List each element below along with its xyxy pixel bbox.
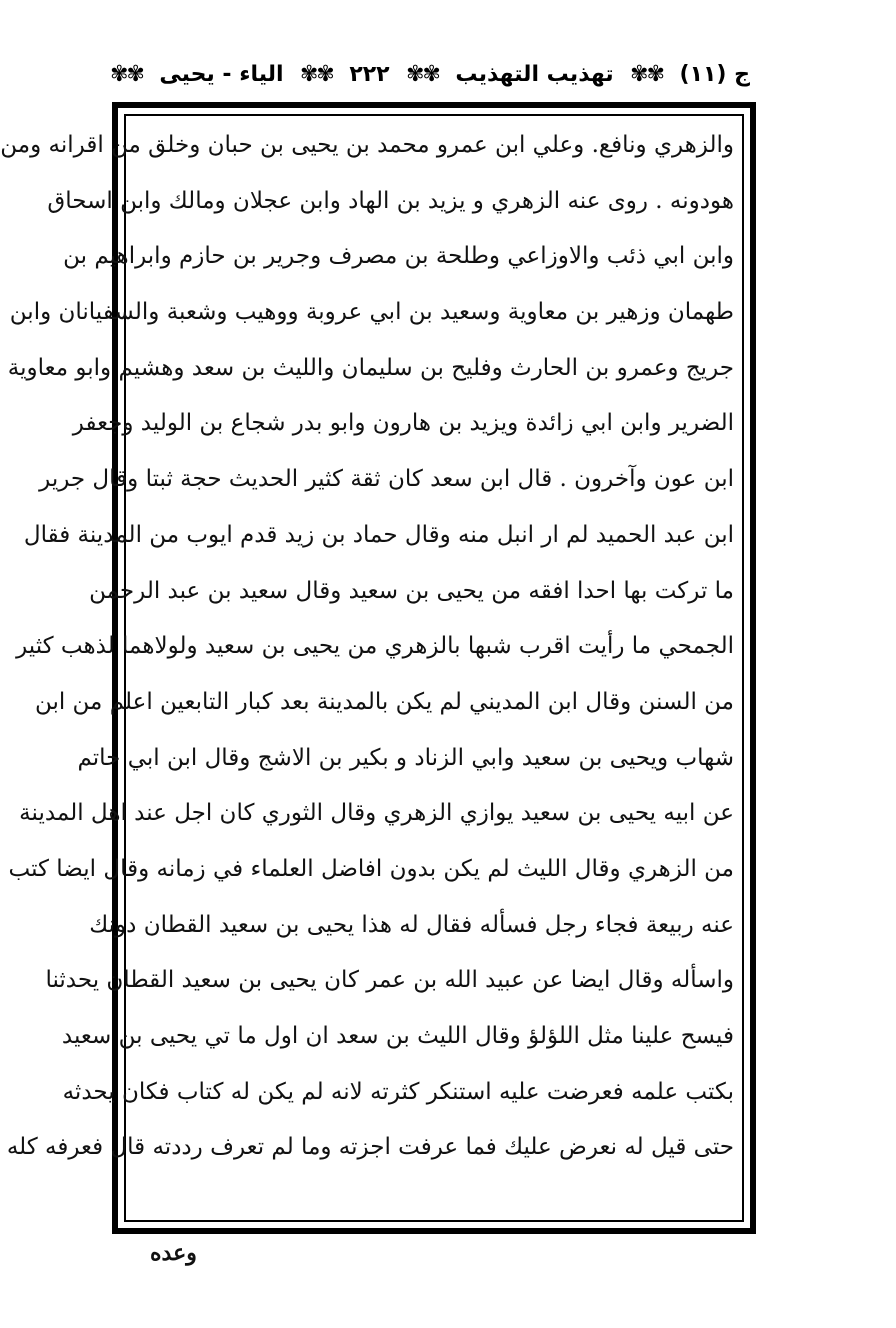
page-header	[110, 52, 750, 96]
text-line: الجمحي ما رأيت اقرب شبها بالزهري من يحيى بن سعيد ولولاهما لذهب كثير	[16, 633, 734, 660]
text-line: عنه ربيعة فجاء رجل فسأله فقال له هذا يحيى بن سعيد القطان دونك	[89, 911, 734, 938]
text-line: الضرير وابن ابي زائدة ويزيد بن هارون وابو بدر شجاع بن الوليد وجعفر	[72, 410, 734, 437]
flower-ornament-icon: ✾✾	[406, 61, 439, 87]
text-line: جريج وعمرو بن الحارث وفليح بن سليمان والليث بن سعد وهشيم وابو معاوية	[7, 354, 734, 381]
text-line: من الزهري وقال الليث لم يكن بدون افاضل العلماء في زمانه وقال ايضا كتب	[8, 855, 734, 882]
catchword: وعده	[150, 1240, 197, 1266]
flower-ornament-icon: ✾✾	[630, 61, 664, 87]
volume-label: ج (١١)	[679, 61, 750, 87]
body-text	[0, 118, 734, 1218]
text-line: ابن عون وآخرون . قال ابن سعد كان ثقة كثير الحديث حجة ثبتا وقال جرير	[39, 466, 734, 493]
text-line: طهمان وزهير بن معاوية وسعيد بن ابي عروبة ووهيب وشعبة والسفيانان وابن	[9, 299, 734, 326]
page-number: ٢٢٢	[349, 61, 390, 87]
text-line: وابن ابي ذئب والاوزاعي وطلحة بن مصرف وجرير بن حازم وابراهيم بن	[63, 243, 734, 270]
flower-ornament-icon: ✾✾	[299, 61, 333, 87]
text-line: ابن عبد الحميد لم ار انبل منه وقال حماد بن زيد قدم ايوب من المدينة فقال	[23, 521, 734, 548]
text-line: من السنن وقال ابن المديني لم يكن بالمدينة بعد كبار التابعين اعلم من ابن	[34, 688, 734, 715]
flower-ornament-icon: ✾✾	[110, 61, 143, 87]
text-line: شهاب ويحيى بن سعيد وابي الزناد و بكير بن الاشج وقال ابن ابي حاتم	[77, 744, 734, 771]
text-line: عن ابيه يحيى بن سعيد يوازي الزهري وقال الثوري كان اجل عند اهل المدينة	[19, 800, 734, 827]
text-line: بكتب علمه فعرضت عليه استنكر كثرته لانه لم يكن له كتاب فكان يحدثه	[62, 1078, 734, 1105]
text-line: واسأله وقال ايضا عن عبيد الله بن عمر كان يحيى بن سعيد القطان يحدثنا	[45, 967, 734, 994]
book-title: تهذيب التهذيب	[455, 61, 614, 87]
text-line: هودونه . روى عنه الزهري و يزيد بن الهاد وابن عجلان ومالك وابن اسحاق	[47, 187, 734, 214]
text-line: والزهري ونافع. وعلي ابن عمرو محمد بن يحيى بن حبان وخلق من اقرانه ومن	[0, 132, 734, 158]
section-title: الياء - يحيى	[159, 61, 284, 87]
text-line: حتى قيل له نعرض عليك فما عرفت اجزته وما لم تعرف رددته قال فعرفه كله	[6, 1134, 734, 1161]
text-line: فيسح علينا مثل اللؤلؤ وقال الليث بن سعد ان اول ما تي يحيى بن سعيد	[61, 1023, 734, 1049]
text-line: ما تركت بها احدا افقه من يحيى بن سعيد وقال سعيد بن عبد الرحمن	[89, 577, 734, 604]
